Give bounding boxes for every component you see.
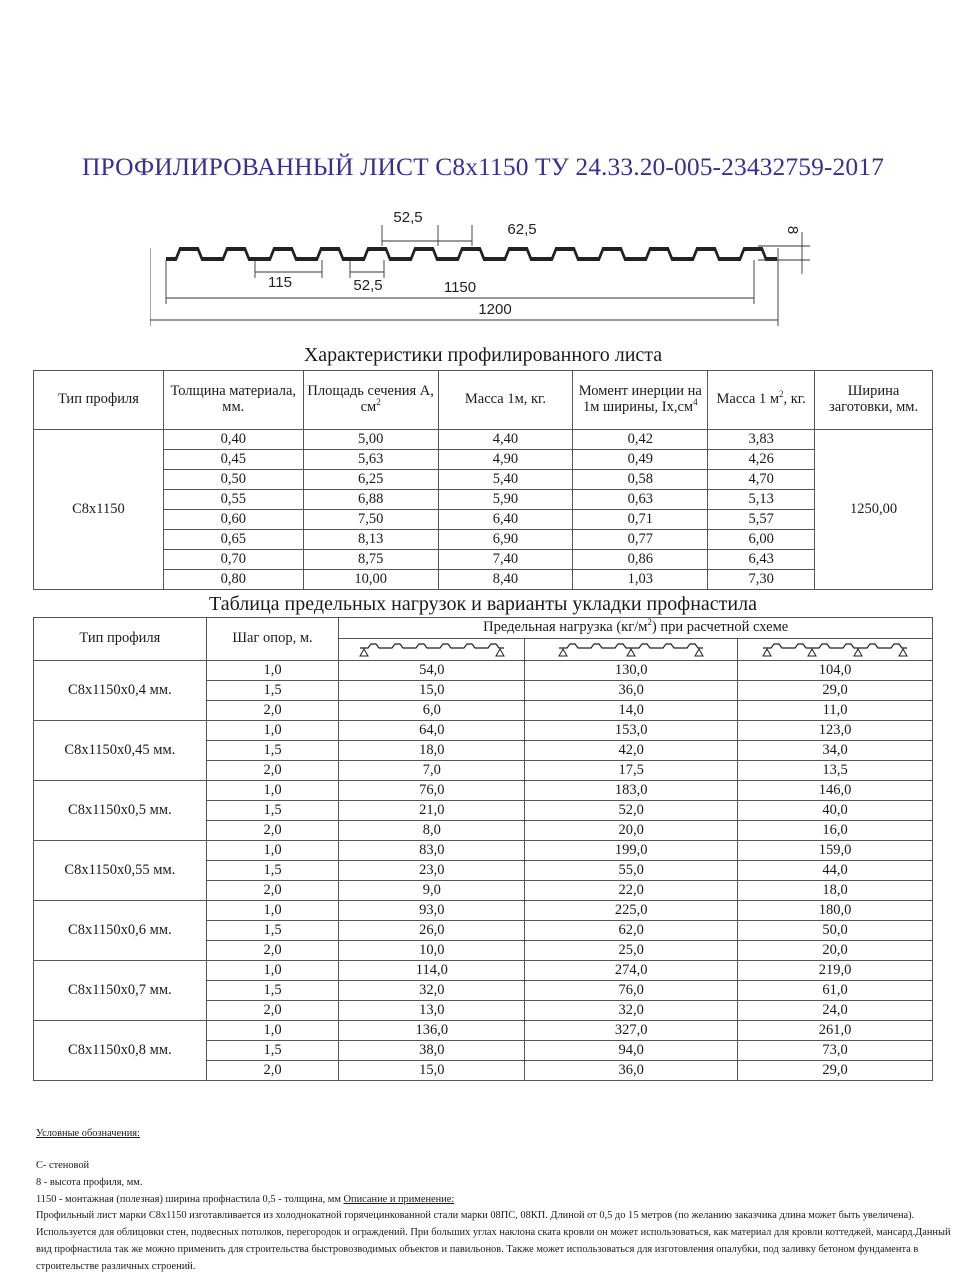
load-s2-cell: 327,0 bbox=[525, 1021, 738, 1041]
load-row bbox=[34, 721, 933, 741]
load-row bbox=[34, 661, 933, 681]
mass-m-cell: 8,40 bbox=[438, 570, 573, 590]
mass-m2-cell: 5,57 bbox=[708, 510, 815, 530]
loads-title: Таблица предельных нагрузок и варианты укладки профнастила bbox=[209, 593, 757, 615]
mass-m2-cell: 4,26 bbox=[708, 450, 815, 470]
load-s1-cell: 15,0 bbox=[339, 681, 525, 701]
thickness-cell: 0,80 bbox=[163, 570, 303, 590]
area-cell: 5,00 bbox=[303, 430, 438, 450]
span-cell: 2,0 bbox=[206, 761, 339, 781]
load-profile-name-cell: С8х1150х0,4 мм. bbox=[34, 661, 207, 721]
characteristics-title: Характеристики профилированного листа bbox=[303, 344, 663, 366]
load-s1-cell: 93,0 bbox=[339, 901, 525, 921]
load-s3-cell: 180,0 bbox=[738, 901, 933, 921]
thickness-cell: 0,50 bbox=[163, 470, 303, 490]
characteristics-row bbox=[34, 450, 933, 470]
load-s2-cell: 62,0 bbox=[525, 921, 738, 941]
load-s2-cell: 130,0 bbox=[525, 661, 738, 681]
thickness-cell: 0,65 bbox=[163, 530, 303, 550]
load-s1-cell: 6,0 bbox=[339, 701, 525, 721]
thickness-cell: 0,55 bbox=[163, 490, 303, 510]
characteristics-header-row bbox=[34, 371, 933, 430]
characteristics-row bbox=[34, 490, 933, 510]
legend-line-width: 1150 - монтажная (полезная) ширина профнастила 0,5 - толщина, мм Описание и применение: bbox=[36, 1193, 455, 1205]
thickness-cell: 0,60 bbox=[163, 510, 303, 530]
load-s1-cell: 136,0 bbox=[339, 1021, 525, 1041]
load-row bbox=[34, 781, 933, 801]
span-cell: 1,5 bbox=[206, 861, 339, 881]
load-s2-cell: 94,0 bbox=[525, 1041, 738, 1061]
inertia-cell: 0,58 bbox=[573, 470, 708, 490]
load-row bbox=[34, 841, 933, 861]
mass-m2-cell: 6,43 bbox=[708, 550, 815, 570]
header-blank-width: Ширина заготовки, мм. bbox=[815, 371, 933, 430]
load-s1-cell: 64,0 bbox=[339, 721, 525, 741]
scheme-single-span-icon bbox=[352, 641, 512, 659]
characteristics-row bbox=[34, 530, 933, 550]
header-profile-type: Тип профиля bbox=[34, 371, 164, 430]
legend-line-height: 8 - высота профиля, мм. bbox=[36, 1176, 143, 1188]
inertia-cell: 0,86 bbox=[573, 550, 708, 570]
load-s1-cell: 76,0 bbox=[339, 781, 525, 801]
load-s3-cell: 24,0 bbox=[738, 1001, 933, 1021]
span-cell: 1,0 bbox=[206, 961, 339, 981]
load-s3-cell: 29,0 bbox=[738, 681, 933, 701]
load-profile-name-cell: С8х1150х0,45 мм. bbox=[34, 721, 207, 781]
mass-m2-cell: 3,83 bbox=[708, 430, 815, 450]
load-s2-cell: 42,0 bbox=[525, 741, 738, 761]
load-s2-cell: 274,0 bbox=[525, 961, 738, 981]
thickness-cell: 0,70 bbox=[163, 550, 303, 570]
load-s2-cell: 55,0 bbox=[525, 861, 738, 881]
load-s3-cell: 40,0 bbox=[738, 801, 933, 821]
span-cell: 1,5 bbox=[206, 981, 339, 1001]
load-s1-cell: 83,0 bbox=[339, 841, 525, 861]
load-s1-cell: 114,0 bbox=[339, 961, 525, 981]
span-cell: 1,0 bbox=[206, 841, 339, 861]
dimension-labels bbox=[268, 209, 801, 318]
scheme-3-cell bbox=[738, 639, 933, 661]
span-cell: 1,0 bbox=[206, 721, 339, 741]
mass-m2-cell: 7,30 bbox=[708, 570, 815, 590]
thickness-cell: 0,40 bbox=[163, 430, 303, 450]
load-s3-cell: 34,0 bbox=[738, 741, 933, 761]
mass-m-cell: 4,40 bbox=[438, 430, 573, 450]
dim-bottom-label: 52,5 bbox=[353, 277, 383, 294]
scheme-1-cell bbox=[339, 639, 525, 661]
loads-header-load: Предельная нагрузка $(кг/м^2)$ при расчетной схеме bbox=[339, 618, 933, 639]
header-mass-per-m2: Масса 1 $м^2$, кг. bbox=[708, 371, 815, 430]
mass-m2-cell: 6,00 bbox=[708, 530, 815, 550]
load-s1-cell: 8,0 bbox=[339, 821, 525, 841]
document-title: ПРОФИЛИРОВАННЫЙ ЛИСТ С8х1150 ТУ 24.33.20-005-23432759-2017 bbox=[82, 152, 884, 181]
load-s1-cell: 7,0 bbox=[339, 761, 525, 781]
span-cell: 1,5 bbox=[206, 801, 339, 821]
mass-m-cell: 7,40 bbox=[438, 550, 573, 570]
load-s1-cell: 54,0 bbox=[339, 661, 525, 681]
header-area: Площадь сечения А, $см^2$ bbox=[303, 371, 438, 430]
characteristics-row bbox=[34, 510, 933, 530]
area-cell: 6,88 bbox=[303, 490, 438, 510]
load-profile-name-cell: С8х1150х0,6 мм. bbox=[34, 901, 207, 961]
area-cell: 7,50 bbox=[303, 510, 438, 530]
load-s1-cell: 26,0 bbox=[339, 921, 525, 941]
legend-title: Условные обозначения: bbox=[36, 1128, 140, 1139]
load-s2-cell: 225,0 bbox=[525, 901, 738, 921]
load-s2-cell: 14,0 bbox=[525, 701, 738, 721]
thickness-cell: 0,45 bbox=[163, 450, 303, 470]
dim-top-left-label: 52,5 bbox=[393, 209, 423, 226]
mass-m-cell: 5,90 bbox=[438, 490, 573, 510]
load-s3-cell: 29,0 bbox=[738, 1061, 933, 1081]
area-cell: 8,13 bbox=[303, 530, 438, 550]
load-s1-cell: 38,0 bbox=[339, 1041, 525, 1061]
span-cell: 1,0 bbox=[206, 901, 339, 921]
load-row bbox=[34, 901, 933, 921]
load-s3-cell: 20,0 bbox=[738, 941, 933, 961]
characteristics-row bbox=[34, 430, 933, 450]
area-cell: 10,00 bbox=[303, 570, 438, 590]
load-s3-cell: 123,0 bbox=[738, 721, 933, 741]
span-cell: 1,5 bbox=[206, 1041, 339, 1061]
load-s2-cell: 22,0 bbox=[525, 881, 738, 901]
load-row bbox=[34, 961, 933, 981]
load-profile-name-cell: С8х1150х0,5 мм. bbox=[34, 781, 207, 841]
profile-cross-section-drawing bbox=[150, 208, 815, 326]
load-s3-cell: 61,0 bbox=[738, 981, 933, 1001]
span-cell: 1,5 bbox=[206, 921, 339, 941]
loads-header-profile-type: Тип профиля bbox=[34, 618, 207, 661]
mass-m2-cell: 5,13 bbox=[708, 490, 815, 510]
load-s3-cell: 146,0 bbox=[738, 781, 933, 801]
load-s3-cell: 13,5 bbox=[738, 761, 933, 781]
span-cell: 1,5 bbox=[206, 741, 339, 761]
dim-rib-label: 115 bbox=[268, 274, 292, 291]
load-s3-cell: 44,0 bbox=[738, 861, 933, 881]
span-cell: 2,0 bbox=[206, 701, 339, 721]
load-s2-cell: 153,0 bbox=[525, 721, 738, 741]
inertia-cell: 0,63 bbox=[573, 490, 708, 510]
loads-header-span: Шаг опор, м. bbox=[206, 618, 339, 661]
load-s1-cell: 15,0 bbox=[339, 1061, 525, 1081]
load-s3-cell: 16,0 bbox=[738, 821, 933, 841]
loads-header-row bbox=[34, 618, 933, 639]
load-s3-cell: 73,0 bbox=[738, 1041, 933, 1061]
dim-useful-width-label: 1150 bbox=[443, 279, 477, 296]
span-cell: 2,0 bbox=[206, 1061, 339, 1081]
load-s3-cell: 18,0 bbox=[738, 881, 933, 901]
mass-m-cell: 6,90 bbox=[438, 530, 573, 550]
mass-m-cell: 5,40 bbox=[438, 470, 573, 490]
load-s1-cell: 21,0 bbox=[339, 801, 525, 821]
load-s2-cell: 32,0 bbox=[525, 1001, 738, 1021]
load-s3-cell: 104,0 bbox=[738, 661, 933, 681]
description-heading: Описание и применение: bbox=[343, 1193, 455, 1205]
span-cell: 2,0 bbox=[206, 1001, 339, 1021]
load-s1-cell: 18,0 bbox=[339, 741, 525, 761]
load-s1-cell: 23,0 bbox=[339, 861, 525, 881]
inertia-cell: 1,03 bbox=[573, 570, 708, 590]
load-s2-cell: 183,0 bbox=[525, 781, 738, 801]
legend-line-wall: С- стеновой bbox=[36, 1159, 90, 1171]
dim-total-width-label: 1200 bbox=[478, 301, 512, 318]
span-cell: 2,0 bbox=[206, 821, 339, 841]
legend-block bbox=[36, 1126, 956, 1276]
span-cell: 2,0 bbox=[206, 881, 339, 901]
inertia-cell: 0,71 bbox=[573, 510, 708, 530]
description-text: Профильный лист марки С8х1150 изготавливается из холоднокатной горячецинкованной стали марки 08ПС, 08КП. Длиной от 0,5 до 15 метров (по желанию заказчика длина может быть увеличена). Используется для облицовки стен, подвесных потолков, перегородок и ограждений. При больших углах наклона ската кровли он может использоваться, как материал для кровли коттеджей, мансард.Данный вид профнастила так же можно применить для строительства быстровозводимых объектов и павильонов. Также может использоваться для изготовления опалубки, под заливку бетоном фундамента в строительстве различных строений. bbox=[36, 1210, 951, 1272]
load-s1-cell: 13,0 bbox=[339, 1001, 525, 1021]
span-cell: 1,0 bbox=[206, 781, 339, 801]
load-s1-cell: 9,0 bbox=[339, 881, 525, 901]
load-s2-cell: 52,0 bbox=[525, 801, 738, 821]
load-profile-name-cell: С8х1150х0,8 мм. bbox=[34, 1021, 207, 1081]
span-cell: 1,0 bbox=[206, 1021, 339, 1041]
scheme-two-span-icon bbox=[551, 641, 711, 659]
header-inertia: Момент инерции на 1м ширины, $Ix,см^4$ bbox=[573, 371, 708, 430]
load-row bbox=[34, 1021, 933, 1041]
load-s2-cell: 199,0 bbox=[525, 841, 738, 861]
load-s3-cell: 11,0 bbox=[738, 701, 933, 721]
load-s2-cell: 25,0 bbox=[525, 941, 738, 961]
inertia-cell: 0,49 bbox=[573, 450, 708, 470]
scheme-three-span-icon bbox=[755, 641, 915, 659]
span-cell: 1,0 bbox=[206, 661, 339, 681]
load-s3-cell: 219,0 bbox=[738, 961, 933, 981]
characteristics-row bbox=[34, 550, 933, 570]
mass-m2-cell: 4,70 bbox=[708, 470, 815, 490]
load-s2-cell: 20,0 bbox=[525, 821, 738, 841]
inertia-cell: 0,77 bbox=[573, 530, 708, 550]
load-profile-name-cell: С8х1150х0,55 мм. bbox=[34, 841, 207, 901]
header-mass-per-meter: Масса 1м, кг. bbox=[438, 371, 573, 430]
load-s3-cell: 50,0 bbox=[738, 921, 933, 941]
loads-table bbox=[33, 617, 933, 1081]
header-thickness: Толщина материала, мм. bbox=[163, 371, 303, 430]
span-cell: 1,5 bbox=[206, 681, 339, 701]
characteristics-row bbox=[34, 570, 933, 590]
load-s2-cell: 36,0 bbox=[525, 681, 738, 701]
characteristics-row bbox=[34, 470, 933, 490]
load-s1-cell: 32,0 bbox=[339, 981, 525, 1001]
load-s2-cell: 36,0 bbox=[525, 1061, 738, 1081]
mass-m-cell: 6,40 bbox=[438, 510, 573, 530]
blank-width-cell: 1250,00 bbox=[815, 430, 933, 590]
load-profile-name-cell: С8х1150х0,7 мм. bbox=[34, 961, 207, 1021]
load-s2-cell: 76,0 bbox=[525, 981, 738, 1001]
dim-height-label: 8 bbox=[784, 225, 801, 235]
profile-type-cell: С8х1150 bbox=[34, 430, 164, 590]
load-s3-cell: 159,0 bbox=[738, 841, 933, 861]
inertia-cell: 0,42 bbox=[573, 430, 708, 450]
area-cell: 8,75 bbox=[303, 550, 438, 570]
scheme-2-cell bbox=[525, 639, 738, 661]
load-s2-cell: 17,5 bbox=[525, 761, 738, 781]
dim-top-right-label: 62,5 bbox=[507, 221, 537, 238]
profile-outline bbox=[166, 248, 777, 260]
mass-m-cell: 4,90 bbox=[438, 450, 573, 470]
characteristics-table bbox=[33, 370, 933, 590]
load-s1-cell: 10,0 bbox=[339, 941, 525, 961]
area-cell: 5,63 bbox=[303, 450, 438, 470]
area-cell: 6,25 bbox=[303, 470, 438, 490]
span-cell: 2,0 bbox=[206, 941, 339, 961]
load-s3-cell: 261,0 bbox=[738, 1021, 933, 1041]
